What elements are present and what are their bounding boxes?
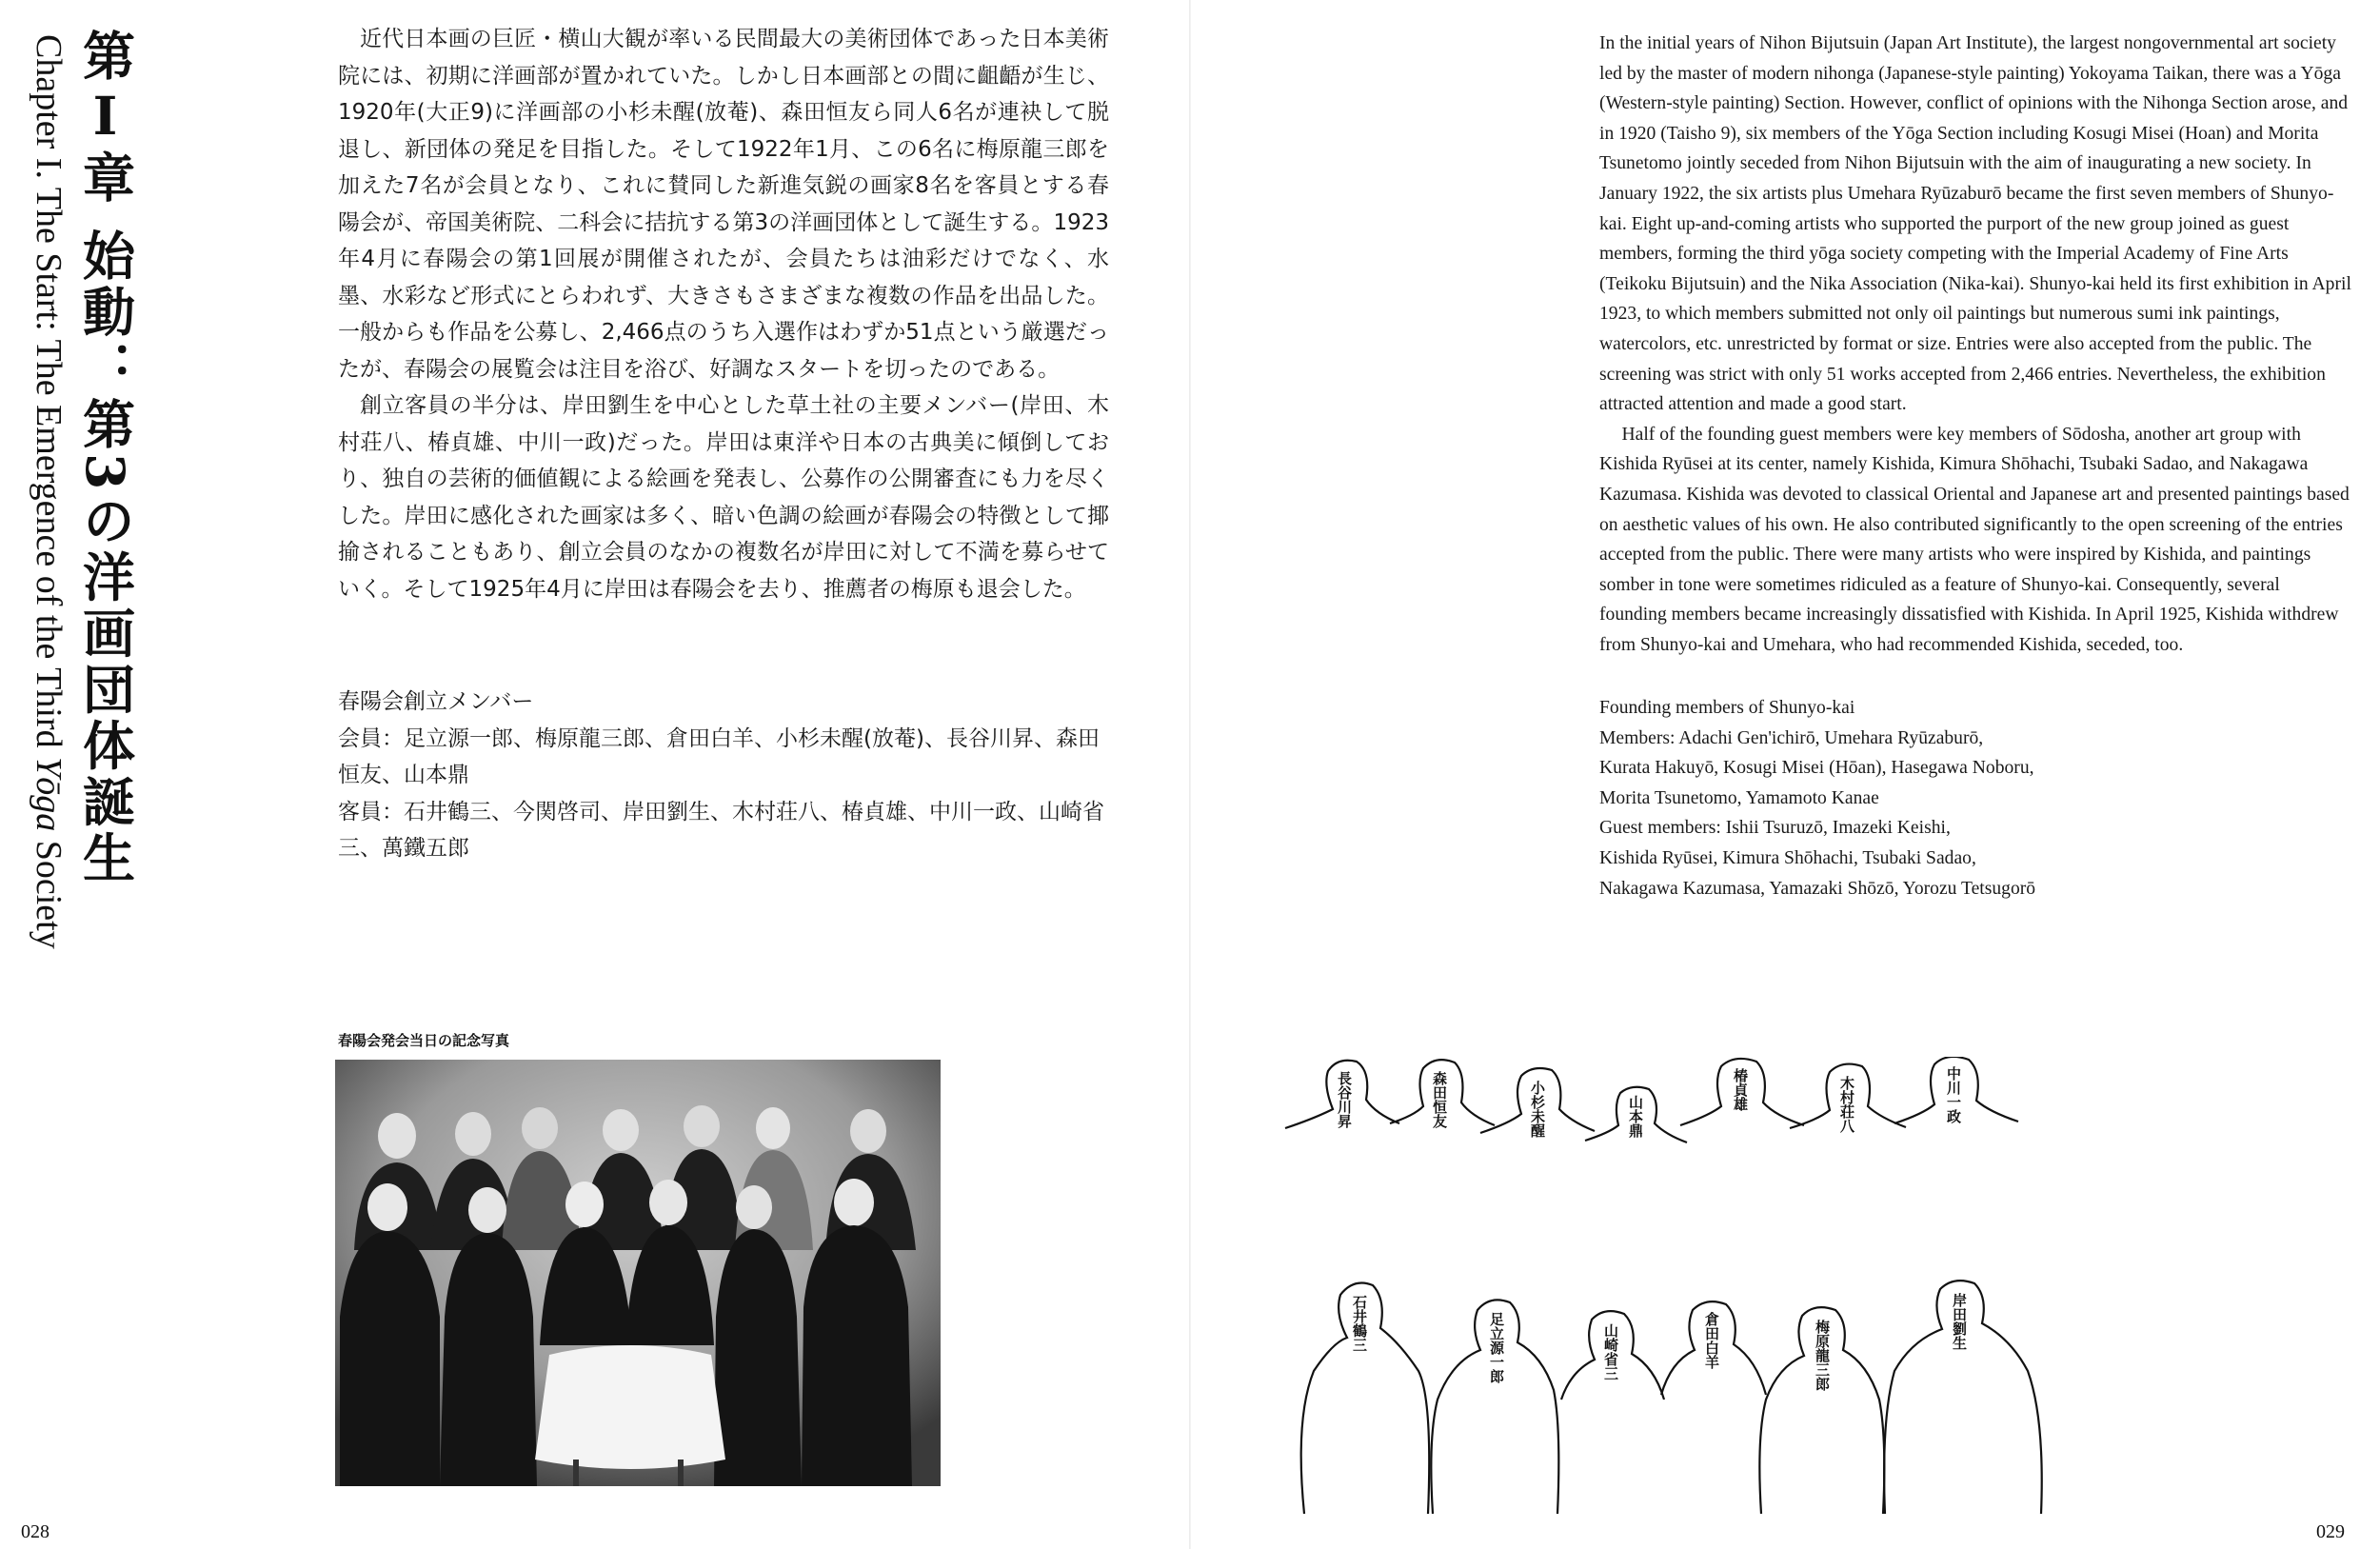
photo-caption: 春陽会発会当日の記念写真	[338, 1032, 510, 1049]
paragraph-en-1: In the initial years of Nihon Bijutsuin (Japan Art Institute), the largest nongovernmental art society led by the master of modern nihonga (Japanese-style painting) Yokoyama Taikan, there was a Yōga (Western-style painting) Section. However, conflict of opinions with the Nihonga Section arose, and in 1920 (Taisho 9), six members of the Yōga Section including Kosugi Misei (Hoan) and Morita Tsunetomo jointly seceded from Nihon Bijutsuin with the aim of inaugurating a new society. In January 1922, the six artists plus Umehara Ryūzaburō became the first seven members of Shunyo-kai. Eight up-and-coming artists who supported the purport of the new group joined as guest members, forming the third yōga society competing with the Imperial Academy of Fine Arts (Teikoku Bijutsuin) and the Nika Association (Nika-kai). Shunyo-kai held its first exhibition in April 1923, to which members submitted not only oil paintings but numerous sumi ink paintings, watercolors, etc. unrestricted by format or size. Entries were also accepted from the public. The screening was strict with only 51 works accepted from 2,466 entries. Nevertheless, the exhibition attracted attention and made a good start.	[1599, 33, 2351, 415]
chapter-title-en-italic: Yōga	[29, 757, 69, 832]
body-text-ja	[338, 21, 1109, 607]
paragraph-en-2: Half of the founding guest members were key members of Sōdosha, another art group with Kishida Ryūsei at its center, namely Kishida, Kimura Shōhachi, Tsubaki Sadao, and Nakagawa Kazumasa. Kishida was devoted to classical Oriental and Japanese art and presented paintings based on aesthetic values of his own. He also contributed significantly to the open screening of the entries accepted from the public. There were many artists who were inspired by Kishida, and paintings somber in tone were sometimes ridiculed as a feature of Shunyo-kai. Consequently, several founding members became increasingly dissatisfied with Kishida. In April 1925, Kishida withdrew from Shunyo-kai and Umehara, who had recommended Kishida, seceded, too.	[1599, 424, 2350, 655]
chapter-title-en-post: Society	[29, 831, 69, 949]
label-tsubaki: 椿貞雄	[1732, 1068, 1749, 1111]
founding-members-en	[1599, 693, 2351, 904]
label-adachi: 足立源一郎	[1488, 1312, 1505, 1383]
label-morita: 森田恒友	[1431, 1071, 1448, 1128]
page-number-left: 028	[21, 1521, 50, 1542]
members-line-en-3: Morita Tsunetomo, Yamamoto Kanae	[1599, 787, 1879, 808]
spread-gutter	[1189, 0, 1191, 1549]
guests-line-en-1: Guest members: Ishii Tsuruzō, Imazeki Keishi,	[1599, 818, 1951, 839]
chapter-title	[29, 29, 143, 949]
group-photo	[335, 1060, 941, 1486]
member-identification-diagram	[1276, 1057, 2380, 1514]
label-kosugi: 小杉未醒	[1529, 1081, 1546, 1138]
label-kurata: 倉田白羊	[1703, 1312, 1720, 1369]
chapter-title-ja: 第Ⅰ章 始動：第3の洋画団体誕生	[74, 29, 136, 887]
guests-line-en-3: Nakagawa Kazumasa, Yamazaki Shōzō, Yorozu Tetsugorō	[1599, 878, 2036, 899]
label-kishida: 岸田劉生	[1951, 1293, 1968, 1350]
label-yamamoto: 山本鼎	[1627, 1095, 1644, 1138]
label-nakagawa: 中川一政	[1945, 1066, 1962, 1123]
founding-members-ja	[338, 684, 1109, 867]
page-number-right: 029	[2316, 1521, 2345, 1542]
members-heading-en: Founding members of Shunyo-kai	[1599, 698, 1855, 718]
label-hasegawa: 長谷川昇	[1336, 1071, 1353, 1128]
guests-line-en-2: Kishida Ryūsei, Kimura Shōhachi, Tsubaki Sadao,	[1599, 847, 1976, 868]
guests-line-ja: 客員：石井鶴三、今関啓司、岸田劉生、木村荘八、椿貞雄、中川一政、山崎省三、萬鐵五郎	[338, 799, 1104, 861]
label-yamazaki: 山崎省三	[1602, 1323, 1619, 1380]
members-line-en-1: Members: Adachi Gen'ichirō, Umehara Ryūzaburō,	[1599, 727, 1984, 748]
members-heading-ja: 春陽会創立メンバー	[338, 689, 534, 714]
members-line-ja: 会員：足立源一郎、梅原龍三郎、倉田白羊、小杉未醒(放菴)、長谷川昇、森田恒友、山本鼎	[338, 725, 1100, 787]
paragraph-ja-1: 近代日本画の巨匠・横山大観が率いる民間最大の美術団体であった日本美術院には、初期に洋画部が置かれていた。しかし日本画部との間に齟齬が生じ、1920年(大正9)に洋画部の小杉未醒(放菴)、森田恒友ら同人6名が連袂して脱退し、新団体の発足を目指した。そして1922年1月、この6名に梅原龍三郎を加えた7名が会員となり、これに賛同した新進気鋭の画家8名を客員とする春陽会が、帝国美術院、二科会に拮抗する第3の洋画団体として誕生する。1923年4月に春陽会の第1回展が開催されたが、会員たちは油彩だけでなく、水墨、水彩など形式にとらわれず、大きさもさまざまな複数の作品を出品した。一般からも作品を公募し、2,466点のうち入選作はわずか51点という厳選だったが、春陽会の展覧会は注目を浴び、好調なスタートを切ったのである。	[338, 27, 1109, 382]
label-umehara: 梅原龍三郎	[1814, 1320, 1831, 1391]
chapter-title-en-pre: Chapter I. The Start: The Emergence of the Third	[29, 34, 69, 758]
label-kimura: 木村荘八	[1838, 1076, 1855, 1133]
label-ishii: 石井鶴三	[1351, 1295, 1368, 1352]
members-line-en-2: Kurata Hakuyō, Kosugi Misei (Hōan), Hasegawa Noboru,	[1599, 758, 2034, 779]
chapter-title-en	[29, 34, 69, 949]
diagram-labels	[1336, 1066, 1968, 1392]
body-text-en	[1599, 29, 2351, 660]
paragraph-ja-2: 創立客員の半分は、岸田劉生を中心とした草土社の主要メンバー(岸田、木村荘八、椿貞雄、中川一政)だった。岸田は東洋や日本の古典美に傾倒しており、独自の芸術的価値観による絵画を発表し、公募作の公開審査にも力を尽くした。岸田に感化された画家は多く、暗い色調の絵画が春陽会の特徴として揶揄されることもあり、創立会員のなかの複数名が岸田に対して不満を募らせていく。そして1925年4月に岸田は春陽会を去り、推薦者の梅原も退会した。	[338, 393, 1109, 602]
